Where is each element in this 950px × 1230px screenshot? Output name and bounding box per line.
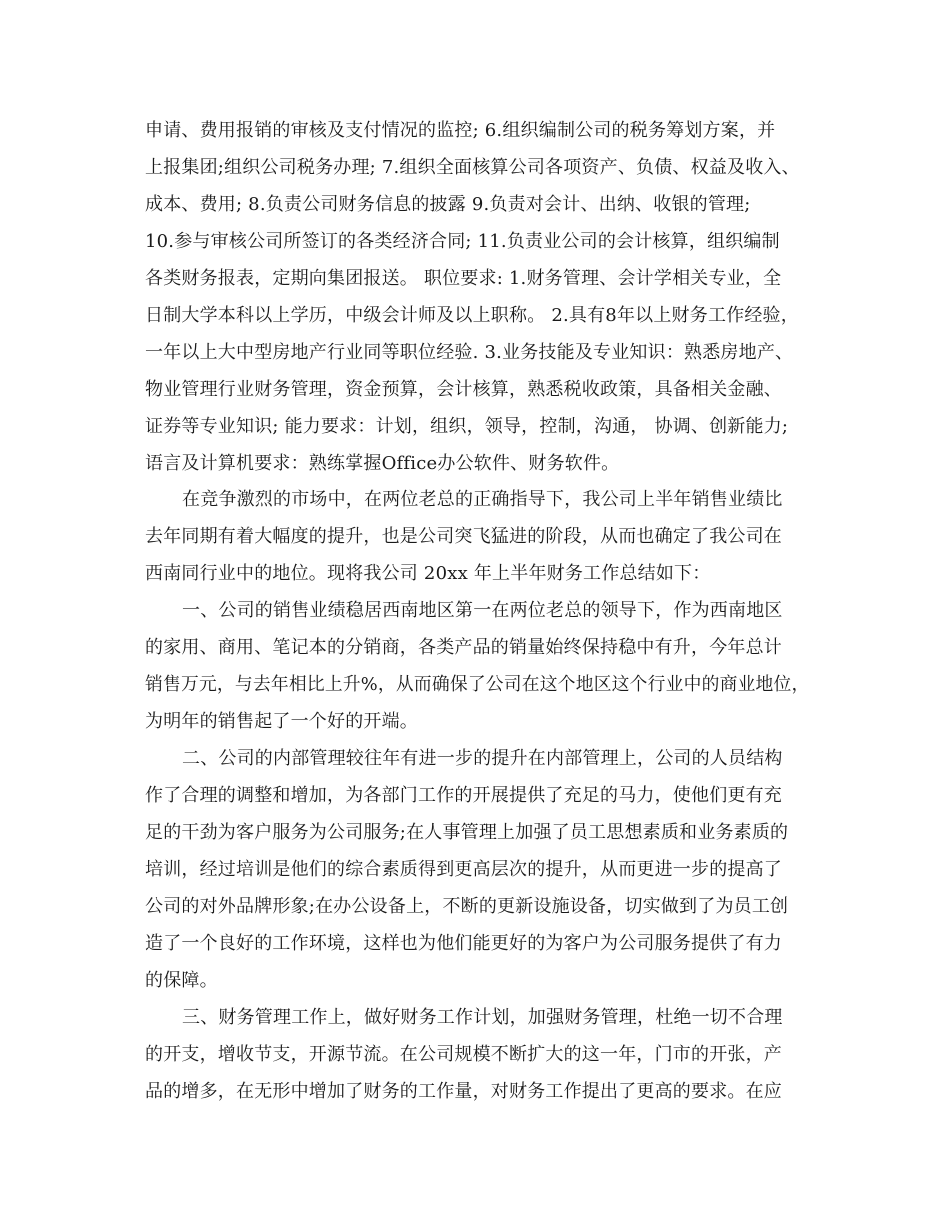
text-line: 西南同行业中的地位。现将我公司 20xx 年上半年财务工作总结如下： bbox=[145, 563, 711, 584]
paragraph-first-line: 一、公司的销售业绩稳居西南地区第一在两位老总的领导下，作为西南地区 bbox=[182, 600, 783, 621]
text-line: 上报集团;组织公司税务办理; 7.组织全面核算公司各项资产、负债、权益及收入、 bbox=[145, 157, 800, 178]
text-line: 销售万元，与去年相比上升%，从而确保了公司在这个地区这个行业中的商业地位， bbox=[145, 674, 810, 695]
text-line: 造了一个良好的工作环境，这样也为他们能更好的为客户为公司服务提供了有力 bbox=[145, 933, 782, 954]
text-line: 物业管理行业财务管理，资金预算，会计核算，熟悉税收政策，具备相关金融、 bbox=[145, 379, 782, 400]
text-line: 的开支，增收节支，开源节流。在公司规模不断扩大的这一年，门市的开张，产 bbox=[145, 1044, 782, 1065]
text-line: 10.参与审核公司所签订的各类经济合同; 11.负责业公司的会计核算，组织编制 bbox=[145, 231, 780, 252]
text-line: 为明年的销售起了一个好的开端。 bbox=[145, 711, 418, 732]
text-line: 一年以上大中型房地产行业同等职位经验. 3.业务技能及专业知识：熟悉房地产、 bbox=[145, 342, 794, 363]
text-line: 培训，经过培训是他们的综合素质得到更高层次的提升，从而更进一步的提高了 bbox=[145, 859, 782, 880]
text-line: 足的干劲为客户服务为公司服务;在人事管理上加强了员工思想素质和业务素质的 bbox=[145, 822, 789, 843]
text-line: 去年同期有着大幅度的提升，也是公司突飞猛进的阶段，从而也确定了我公司在 bbox=[145, 526, 782, 547]
text-line: 作了合理的调整和增加，为各部门工作的开展提供了充足的马力，使他们更有充 bbox=[145, 785, 782, 806]
text-line: 成本、费用; 8.负责公司财务信息的披露 9.负责对会计、出纳、收银的管理; bbox=[145, 194, 751, 215]
paragraph-first-line: 在竞争激烈的市场中，在两位老总的正确指导下，我公司上半年销售业绩比 bbox=[182, 489, 783, 510]
text-line: 证券等专业知识; 能力要求：计划，组织，领导，控制，沟通， 协调、创新能力; bbox=[145, 416, 789, 437]
text-line: 日制大学本科以上学历，中级会计师及以上职称。 2.具有8年以上财务工作经验， bbox=[145, 305, 799, 326]
paragraph-first-line: 二、公司的内部管理较往年有进一步的提升在内部管理上，公司的人员结构 bbox=[182, 748, 783, 769]
text-line: 各类财务报表，定期向集团报送。 职位要求: 1.财务管理、会计学相关专业，全 bbox=[145, 268, 782, 289]
text-line: 语言及计算机要求：熟练掌握Office办公软件、财务软件。 bbox=[145, 453, 620, 474]
text-line: 公司的对外品牌形象;在办公设备上，不断的更新设施设备，切实做到了为员工创 bbox=[145, 896, 789, 917]
text-line: 申请、费用报销的审核及支付情况的监控; 6.组织编制公司的税务筹划方案，并 bbox=[145, 120, 776, 141]
text-line: 的保障。 bbox=[145, 970, 218, 991]
text-line: 的家用、商用、笔记本的分销商，各类产品的销量始终保持稳中有升，今年总计 bbox=[145, 637, 782, 658]
paragraph-first-line: 三、财务管理工作上，做好财务工作计划，加强财务管理，杜绝一切不合理 bbox=[182, 1007, 783, 1028]
text-line: 品的增多，在无形中增加了财务的工作量，对财务工作提出了更高的要求。在应 bbox=[145, 1081, 782, 1102]
